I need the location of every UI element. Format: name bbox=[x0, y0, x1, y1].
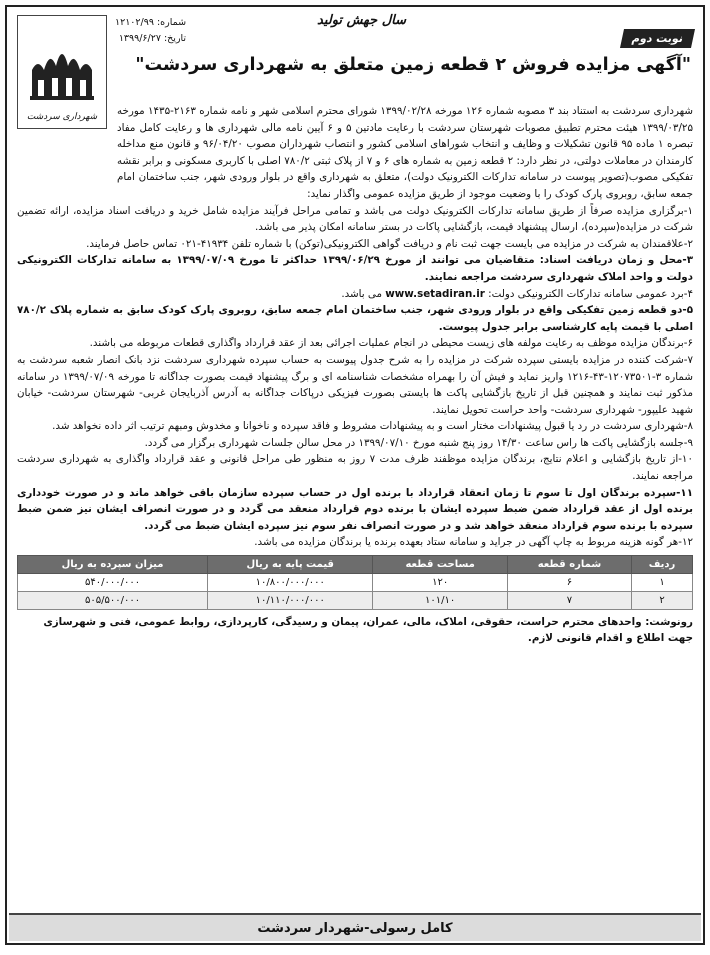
letter-meta bbox=[115, 15, 186, 47]
cc-note: رونوشت: واحدهای محترم حراست، حقوقی، املاک، مالی، عمران، پیمان و رسیدگی، کارپردازی، روابط عمومی، فنی و شهرسازی جهت اطلاع و اقدام قانونی لازم. bbox=[43, 616, 693, 645]
advertisement-page bbox=[5, 5, 705, 945]
col-lot-number: شماره قطعه bbox=[507, 556, 631, 574]
list-item: ۴-برد عمومی سامانه تدارکات الکترونیکی دولت: www.setadiran.ir می باشد. bbox=[341, 287, 693, 300]
intro-text: شهرداری سردشت به استناد بند ۳ مصوبه شماره ۱۲۶ مورخه ۱۳۹۹/۰۲/۲۸ شورای محترم اسلامی شهر و نامه شماره ۲۱۶۳-۱۴۳۵ مورخه ۱۳۹۹/۰۳/۲۵ هیئت محترم تطبیق مصوبات شهرستان سردشت با رعایت مادتین ۵ و ۶ آیین نامه مالی شهرداری ها و رعایت کامل مفاد تبصره ۱ ماده ۹۵ قانون تشکیلات و وظایف و انتخاب شوراهای اسلامی کشور و انتصاب شهرداران مصوب ۹۶/۰۴/۲۰ و قانون منع مداخله کارمندان در معاملات دولتی، در نظر دارد: ۲ قطعه زمین به شماره های ۶ و ۷ از پلاک ثبتی ۷۸۰/۲ اصلی با کاربری مسکونی و برابر نقشه تفکیکی مصوب(تصویر پیوست در سامانه تدارکات الکترونیک دولت)، متعلق به شهرداری واقع در بلوار ورودی شهر، جنب ساختمان امام جمعه سابق، روبروی پارک کودک را با وضعیت موجود از طریق مزایده عمومی واگذار نماید: bbox=[117, 105, 694, 200]
lots-table bbox=[17, 555, 693, 610]
table-row: ۱ ۶ ۱۲۰ ۱۰/۸۰۰/۰۰۰/۰۰۰ ۵۴۰/۰۰۰/۰۰۰ bbox=[18, 574, 693, 592]
col-area: مساحت قطعه bbox=[373, 556, 507, 574]
list-item: ۱۱-سپرده برندگان اول تا سوم تا زمان انعقاد قرارداد با برنده اول در حساب سپرده سازمان باقی خواهد ماند و در صورت خودداری برنده اول از عقد قرارداد ضمن ضبط سپرده ایشان با برنده دوم قرارداد منعقد می گردد و در صورت انصراف ایشان نیز ضمن ضبط سپرده با برنده سوم قرارداد منعقد خواهد شد و در صورت انصراف نفر سوم نیز سپرده ایشان ضبط می گردد. bbox=[17, 486, 693, 532]
header bbox=[7, 7, 703, 122]
year-slogan: سال جهش تولید bbox=[317, 13, 406, 28]
page-title: "آگهی مزایده فروش ۲ قطعه زمین متعلق به شهرداری سردشت" bbox=[135, 55, 691, 75]
list-item: ۸-شهرداری سردشت در رد یا قبول پیشنهادات مختار است و به پیشنهادات مشروط و فاقد سپرده و ناخوانا و مخدوش ومبهم ترتیب اثر داده نخواهد شد. bbox=[52, 420, 693, 433]
list-item: ۳-محل و زمان دریافت اسناد: متقاضیان می توانند از مورخ ۱۳۹۹/۰۶/۲۹ حداکثر تا مورخ ۱۳۹۹/۰۷/۰۹ به سامانه تدارکات الکترونیکی دولت و واحد املاک شهرداری سردشت مراجعه نمایند. bbox=[17, 254, 693, 283]
items-list bbox=[7, 203, 703, 551]
letter-number: شماره: ۱۲۱۰۲/۹۹ bbox=[115, 17, 187, 28]
turn-badge: نوبت دوم bbox=[620, 29, 695, 48]
list-item: ۵-دو قطعه زمین تفکیکی واقع در بلوار ورودی شهر، جنب ساختمان امام جمعه سابق، روبروی پارک کودک سابق به شماره پلاک ۷۸۰/۲ اصلی با قیمت پایه کارشناسی برابر جدول پیوست. bbox=[17, 304, 693, 333]
col-deposit: میزان سپرده به ریال bbox=[18, 556, 208, 574]
website-link[interactable]: www.setadiran.ir bbox=[385, 287, 485, 300]
logo-caption: شهرداری سردشت bbox=[26, 112, 98, 122]
list-item: ۱۲-هر گونه هزینه مربوط به چاپ آگهی در جراید و سامانه ستاد بعهده برنده یا برندگان مزایده می باشد. bbox=[254, 536, 693, 549]
table-row: ۲ ۷ ۱۰۱/۱۰ ۱۰/۱۱۰/۰۰۰/۰۰۰ ۵۰۵/۵۰۰/۰۰۰ bbox=[18, 592, 693, 610]
list-item: ۶-برندگان مزایده موظف به رعایت مولفه های زیست محیطی در انجام عملیات اجرائی بعد از عقد قرارداد واگذاری قطعات مربوطه می باشند. bbox=[89, 337, 693, 350]
letter-date: تاریخ: ۱۳۹۹/۶/۲۷ bbox=[118, 33, 187, 44]
list-item: ۱۰-از تاریخ بازگشایی و اعلام نتایج، برندگان مزایده موظفند ظرف مدت ۷ روز به منظور طی مراحل قانونی و عقد قرارداد واگذاری به شهرداری سردشت مراجعه نمایند. bbox=[17, 453, 693, 483]
col-base-price: قیمت پایه به ریال bbox=[208, 556, 373, 574]
signature-banner: کامل رسولی-شهردار سردشت bbox=[9, 913, 701, 941]
list-item: ۷-شرکت کننده در مزایده بایستی سپرده شرکت در مزایده را به شرح جدول پیوست به حساب سپرده شهرداری سردشت نزد بانک انصار شعبه سردشت به شماره ۳-۱۲۰۷۳۵۰۱-۴۳-۱۲۱۶ واریز نماید و فیش آن را بهمراه مشخصات شناسنامه ای و برگ پیشنهاد قیمت بصورت جداگانه تا مورخه ۱۳۹۹/۰۷/۰۹ در سامانه مذکور ثبت نمایند و همچنین قبل از تاریخ بازگشایی پاکت ها بایستی بصورت فیزیکی درپاکات جداگانه به آدرس آذربایجان غربی- شهرستان سردشت- خیابان شهید علیپور- شهرداری سردشت- واحد حراست تحویل نمایند. bbox=[17, 353, 693, 416]
table-header-row bbox=[18, 556, 693, 574]
intro-block bbox=[7, 99, 703, 203]
municipality-logo bbox=[17, 15, 107, 129]
building-emblem-icon bbox=[26, 36, 98, 108]
list-item: ۲-علاقمندان به شرکت در مزایده می بایست جهت ثبت نام و دریافت گواهی الکترونیکی(توکن) با شماره تلفن ۴۱۹۳۴-۰۲۱ تماس حاصل فرمایند. bbox=[86, 237, 693, 250]
list-item: ۱-برگزاری مزایده صرفاً از طریق سامانه تدارکات الکترونیک دولت می باشد و تمامی مراحل فرآیند مزایده شامل خرید و دریافت اسناد مزایده، ارائه تضمین شرکت در مزایده(سپرده)، ارسال پیشنهاد قیمت، بازگشایی پاکات در بستر سامانه امکان پذیر می باشد. bbox=[17, 204, 693, 234]
col-row-number: ردیف bbox=[632, 556, 693, 574]
list-item: ۹-جلسه بازگشایی پاکت ها راس ساعت ۱۴/۳۰ روز پنج شنبه مورخ ۱۳۹۹/۰۷/۱۰ در محل سالن جلسات شهرداری برگزار می گردد. bbox=[144, 436, 693, 449]
